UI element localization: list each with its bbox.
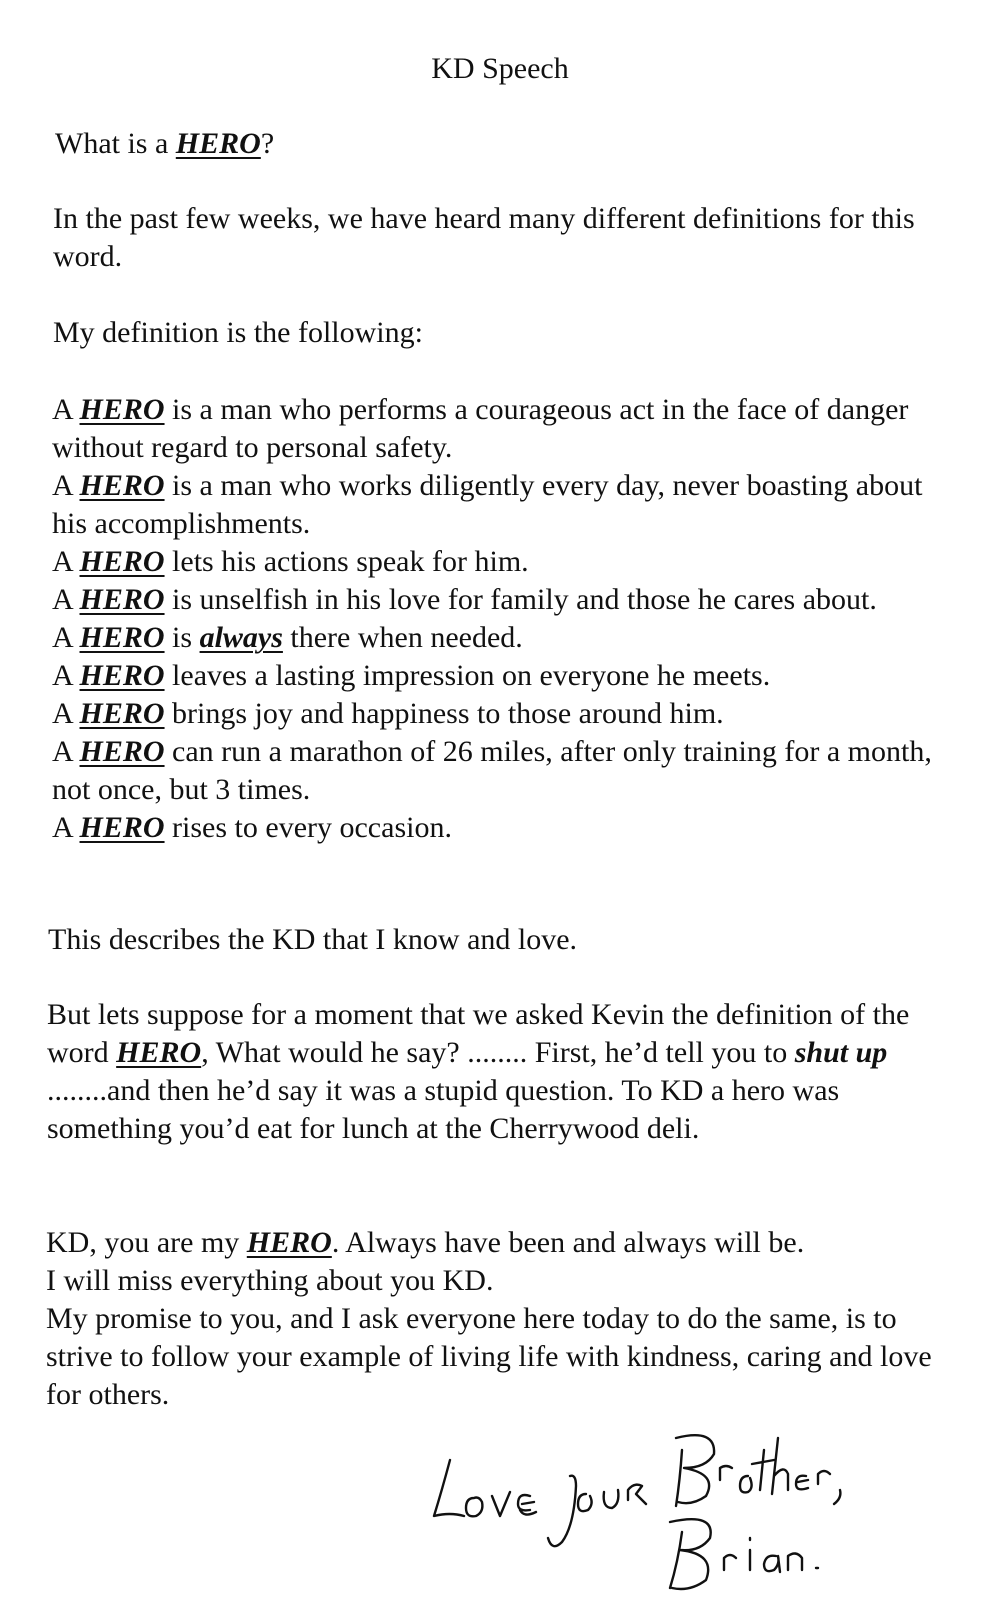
signature-line-2 [860, 1420, 861, 1421]
closing-line: My promise to you, and I ask everyone here today to do the same, is to strive to follow your example of living life with kindness, caring and love for others. [46, 1302, 932, 1411]
definition-item [52, 695, 964, 733]
hero-question [55, 125, 985, 163]
suppose-paragraph [47, 996, 957, 1148]
definition-item [52, 467, 964, 543]
intro-text: In the past few weeks, we have heard many different definitions for this word. [53, 202, 915, 273]
suppose-part: , What would he say? ........ First, he’d tell you to [201, 1036, 795, 1069]
definition-item [52, 809, 964, 847]
definition-item [52, 581, 964, 619]
definition-text: leaves a lasting impression on everyone he meets. [164, 659, 771, 692]
definition-article: A [52, 735, 80, 768]
document-title: KD Speech [431, 52, 569, 85]
hero-word: HERO [116, 1036, 202, 1069]
definition-item [52, 543, 964, 581]
describes-text: This describes the KD that I know and love. [48, 923, 578, 956]
definition-intro-text: My definition is the following: [53, 316, 423, 349]
suppose-part: ........and then he’d say it was a stupid question. To KD a hero was something you’d eat for lunch at the Cherrywood deli. [47, 1074, 840, 1145]
definition-text: brings joy and happiness to those around him. [164, 697, 724, 730]
definition-item [52, 391, 964, 467]
intro-paragraph [53, 200, 953, 276]
hero-word: HERO [79, 735, 165, 768]
definition-text: is a man who performs a courageous act in the face of danger without regard to personal safety. [52, 393, 909, 464]
hero-word: HERO [79, 697, 165, 730]
definitions-list [52, 391, 964, 847]
definition-item [52, 733, 964, 809]
question-suffix: ? [260, 127, 275, 160]
definition-text: lets his actions speak for him. [164, 545, 529, 578]
hero-word: HERO [79, 583, 165, 616]
definition-item [52, 657, 964, 695]
hero-word: HERO [175, 127, 261, 160]
definition-item [52, 619, 964, 657]
closing-paragraph [46, 1224, 958, 1414]
closing-part: KD, you are my [46, 1226, 247, 1259]
closing-line [46, 1224, 958, 1262]
always-emphasis: always [199, 621, 283, 654]
definition-text: is a man who works diligently every day, never boasting about his accomplishments. [52, 469, 923, 540]
question-prefix: What is a [55, 127, 176, 160]
hero-word: HERO [246, 1226, 332, 1259]
definition-article: A [52, 545, 80, 578]
signature-drawing [420, 1420, 860, 1600]
definition-article: A [52, 659, 80, 692]
suppose-text [47, 996, 957, 1148]
definition-article: A [52, 621, 80, 654]
closing-part: . Always have been and always will be. [331, 1226, 805, 1259]
definition-text: is [164, 621, 200, 654]
hero-word: HERO [79, 393, 165, 426]
handwritten-signature [420, 1420, 860, 1600]
definition-article: A [52, 697, 80, 730]
definition-article: A [52, 583, 80, 616]
definition-intro [53, 314, 983, 352]
definition-article: A [52, 811, 80, 844]
definition-article: A [52, 393, 80, 426]
definition-text: can run a marathon of 26 miles, after only training for a month, not once, but 3 times. [52, 735, 932, 806]
definition-text: there when needed. [282, 621, 523, 654]
signature-line-1 [860, 1420, 861, 1421]
shut-up-emphasis: shut up [794, 1036, 888, 1069]
suppose-part: But lets suppose for a moment that we asked Kevin the definition of the word [47, 998, 910, 1069]
hero-word: HERO [79, 659, 165, 692]
definition-text: rises to every occasion. [164, 811, 452, 844]
definition-text: is unselfish in his love for family and those he cares about. [164, 583, 877, 616]
hero-word: HERO [79, 469, 165, 502]
hero-word: HERO [79, 811, 165, 844]
describes-paragraph [48, 921, 978, 959]
hero-word: HERO [79, 545, 165, 578]
definition-article: A [52, 469, 80, 502]
closing-line: I will miss everything about you KD. [46, 1264, 494, 1297]
hero-word: HERO [79, 621, 165, 654]
